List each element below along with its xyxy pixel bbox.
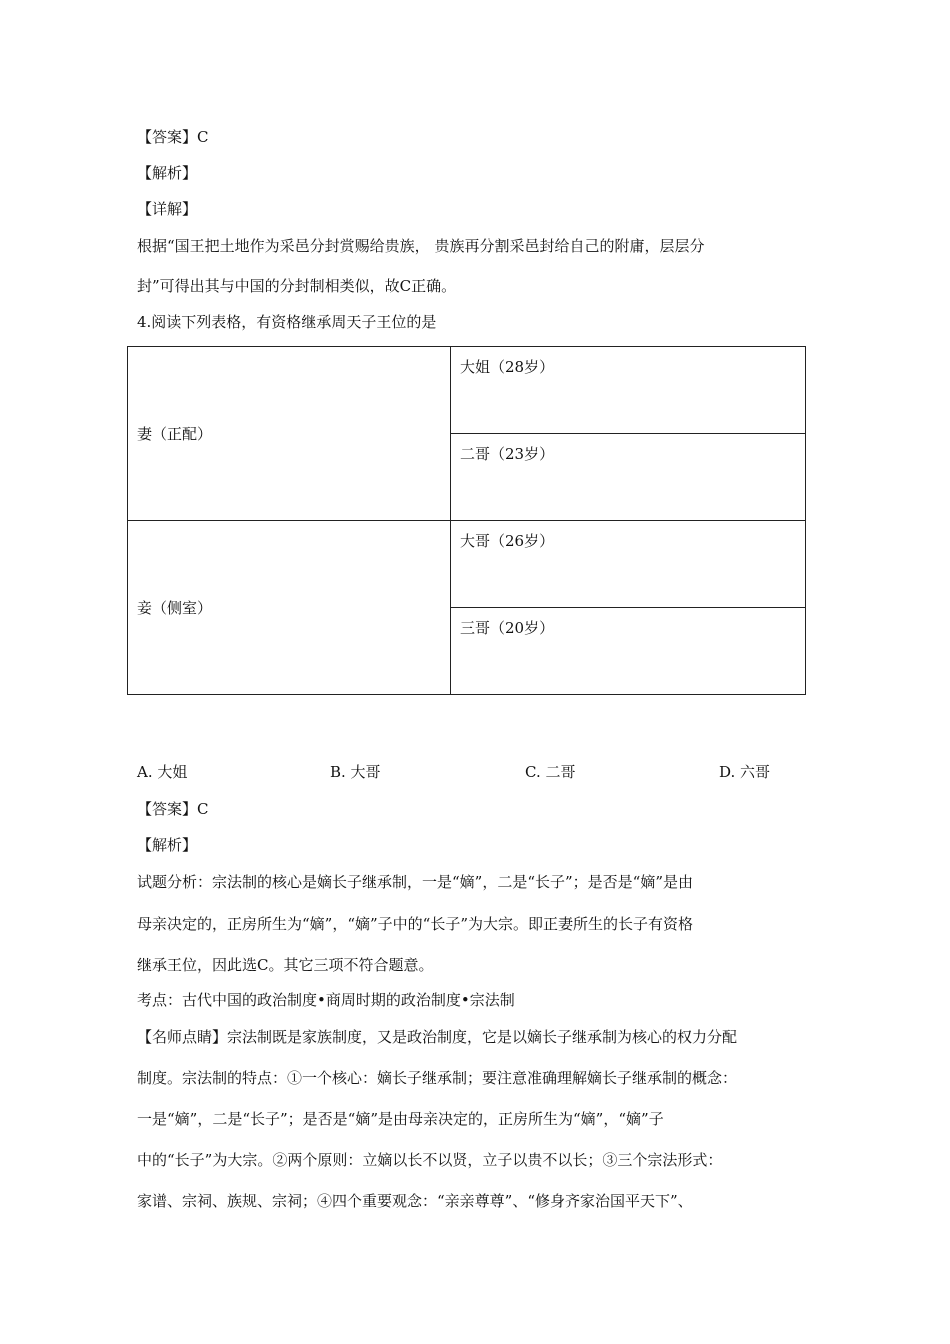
q3-detail-text-line2: 封”可得出其与中国的分封制相类似，故C正确。 <box>137 277 457 295</box>
wife-label: 妻（正配） <box>137 425 213 443</box>
concubine-label: 妾（侧室） <box>137 599 213 617</box>
table-cell-wife <box>128 347 451 521</box>
q3-detail-text-line1: 根据“国王把土地作为采邑分封赏赐给贵族， 贵族再分割采邑封给自己的附庸，层层分 <box>137 237 705 255</box>
table-cell-concubine <box>128 521 451 695</box>
q4-mingshi-line4: 中的“长子”为大宗。②两个原则：立嫡以长不以贤，立子以贵不以长；③三个宗法形式： <box>137 1151 723 1169</box>
eldest-brother-label: 大哥（26岁） <box>460 532 555 550</box>
q4-mingshi-line1: 【名师点睛】宗法制既是家族制度，又是政治制度，它是以嫡长子继承制为核心的权力分配 <box>137 1028 738 1046</box>
eldest-sister-label: 大姐（28岁） <box>460 358 555 376</box>
option-d: D. 六哥 <box>719 763 771 781</box>
second-brother-label: 二哥（23岁） <box>460 445 555 463</box>
q4-mingshi-line3: 一是“嫡”，二是“长子”；是否是“嫡”是由母亲决定的，正房所生为“嫡”，“嫡”子 <box>137 1110 664 1128</box>
option-b: B. 大哥 <box>330 763 381 781</box>
table-cell-third-brother <box>451 608 806 695</box>
q4-analysis-line1: 试题分析：宗法制的核心是嫡长子继承制，一是“嫡”，二是“长子”；是否是“嫡”是由 <box>137 873 694 891</box>
q4-kaodian: 考点：古代中国的政治制度•商周时期的政治制度•宗法制 <box>137 991 515 1009</box>
third-brother-label: 三哥（20岁） <box>460 619 555 637</box>
option-c: C. 二哥 <box>525 763 576 781</box>
q4-table <box>127 346 806 695</box>
q4-analysis-heading: 【解析】 <box>137 836 198 854</box>
table-cell-second-brother <box>451 434 806 521</box>
q3-detail-heading: 【详解】 <box>137 200 198 218</box>
table-cell-eldest-sister <box>451 347 806 434</box>
q3-analysis-heading: 【解析】 <box>137 164 198 182</box>
q3-answer: 【答案】C <box>137 128 209 146</box>
option-a: A. 大姐 <box>137 763 188 781</box>
q4-mingshi-line5: 家谱、宗祠、族规、宗祠；④四个重要观念：“亲亲尊尊”、“修身齐家治国平天下”、 <box>137 1192 693 1210</box>
q4-question: 4.阅读下列表格，有资格继承周天子王位的是 <box>137 313 437 331</box>
q4-mingshi-line2: 制度。宗法制的特点：①一个核心：嫡长子继承制；要注意准确理解嫡长子继承制的概念： <box>137 1069 738 1087</box>
table-cell-eldest-brother <box>451 521 806 608</box>
q4-analysis-line2: 母亲决定的，正房所生为“嫡”，“嫡”子中的“长子”为大宗。即正妻所生的长子有资格 <box>137 915 694 933</box>
q4-answer: 【答案】C <box>137 800 209 818</box>
q4-analysis-line3: 继承王位，因此选C。其它三项不符合题意。 <box>137 956 434 974</box>
